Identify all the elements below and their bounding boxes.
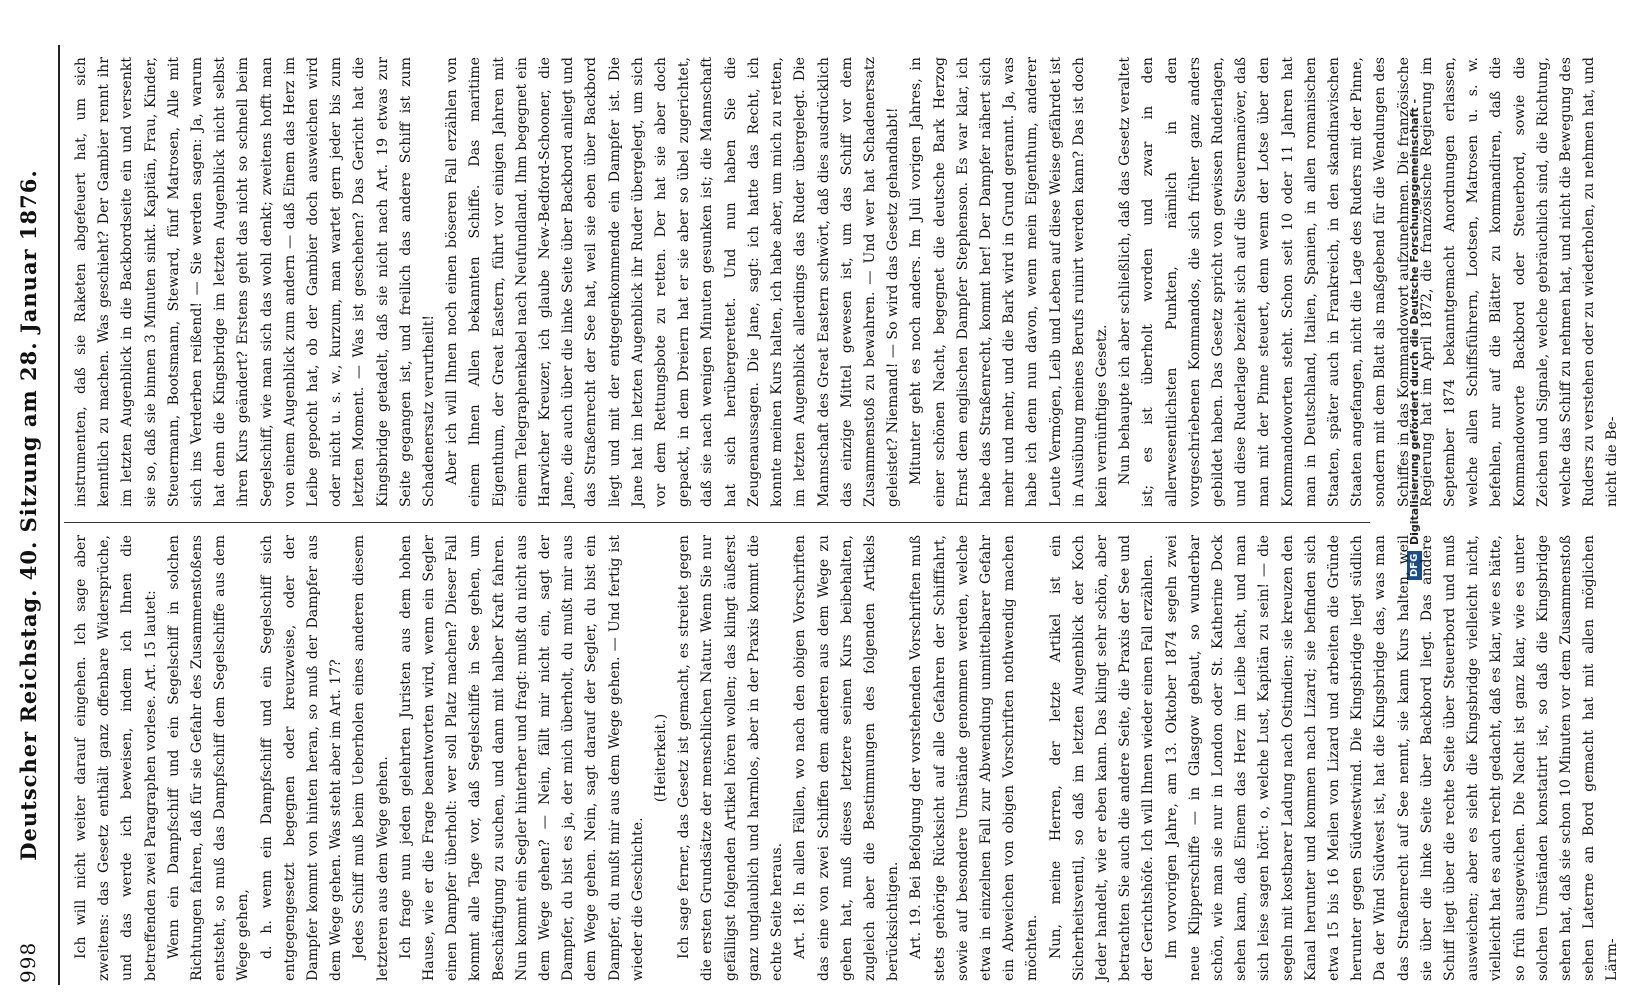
paragraph: Art. 18: In allen Fällen, wo nach den obigen Vorschriften das eine von zwei Schiffen dem anderen aus dem Wege zu gehen hat, muß dieses letztere seinen Kurs beibehalten, zugleich aber die Bestimmungen des folgenden Artikels berücksichtigen. [792, 535, 902, 981]
paragraph: Aber ich will Ihnen noch einen böseren Fall erzählen von einem Ihnen Allen bekannten Schiffe. Das maritime Eigenthum, der Great Eastern, führt vor einigen Jahren mit einem Telegraphenkabel nach Neufundland. Ihm begegnet ein Harwicher Kreuzer, ich glaube New-Bedford-Schooner, die Jane, die auch über die linke Seite über Backbord anliegt und das Straßenrecht der See hat, weil sie eben über Backbord liegt und mit der entgegenkommende ein Dampfer ist. Die Jane hat im letzten Augenblick ihr Ruder übergelegt, um sich vor dem Rettungsbote zu retten. Der hat sie aber doch gepackt, in dem Dreiern hat er sie aber so übel zugerichtet, daß sie nach wenigen Minuten gesunken ist; die Mannschaft hat sich herübergerettet. Und nun haben Sie die Zeugenaussagen. Die Jane, sagt: ich hatte das Recht, ich konnte meinen Kurs halten, ich habe aber, um mich zu retten, im letzten Augenblick allerdings das Ruder übergelegt. Die Mannschaft des Great Eastern schwört, daß dies ausdrücklich das einzige Mittel gewesen ist, um das Schiff vor dem Zusammenstoß zu bewahren. — Und wer hat Schadenersatz geleistet? Niemand! — So wird das Gesetz gehandhabt! [444, 57, 902, 507]
paragraph: Jedes Schiff muß beim Ueberholen eines anderen diesem letzteren aus dem Wege gehen. [351, 535, 391, 981]
paragraph: Art. 19. Bei Befolgung der vorstehenden Vorschriften muß stets gehörige Rücksicht auf alle Gefahren der Schifffahrt, sowie auf besondere Umstände genommen werden, welche etwa in einzelnen Fall zur Abwendung unmittelbarer Gefahr ein Abweichen von obigen Vorschriften nothwendig machen möchten. [908, 535, 1041, 981]
page-number: 998 [16, 941, 40, 983]
paragraph: d. h. wenn ein Dampfschiff und ein Segelschiff sich entgegengesetzt begegnen oder kreuzweise, oder der Dampfer kommt von hinten heran, so muß der Dampfer aus dem Wege gehen. Was steht aber im Art. 17? [258, 535, 345, 981]
running-head [10, 45, 60, 985]
paragraph: Ich sage ferner, das Gesetz ist gemacht, es streitet gegen die ersten Grundsätze der menschlichen Natur. Wenn Sie nur gefälligst folgenden Artikel hören wollen; das klingt äußerst ganz unglaublich und harmlos, aber in der Praxis kommt die echte Seite heraus. [676, 535, 786, 981]
paragraph: Im vorvorigen Jahre, am 13. Oktober 1874 segeln zwei neue Klipperschiffe — in Glasgow gebaut, so wunderbar schön, wie man sie nur in London oder St. Katherine Dock sehen kann, daß Einem das Herz im Leibe lacht, und man sich leise sagen hört: o, welche Lust, Kapitän zu sein! — die segeln mit kostbarer Ladung nach Ostindien; sie kreuzen den Kanal herunter und kommen nach Lizard; sie befinden sich etwa 15 bis 16 Meilen von Lizard und arbeiten die Gründe herunter gegen Südwestwind. Die Kingsbridge liegt südlich Da der Wind Südwest ist, hat die Kingsbridge das, was man das Straßenrecht auf See nennt, sie kann Kurs halten, weil sie über die linke Seite über Backbord liegt. Das andere Schiff liegt über die rechte Seite über Steuerbord und muß ausweichen; aber es sieht die Kingsbridge vielleicht nicht, vielleicht hat es auch recht gedacht, daß es klar, wie es hätte, so früh ausgewichen. Die Nacht ist ganz klar, wie es unter solchen Umständen konstatirt ist, so daß die Kingsbridge sehen hat, daß sie schon 10 Minuten vor dem Zusammenstoß sehen Laterne an Bord gemacht hat mit allen möglichen Lärm- [1163, 535, 1621, 981]
paragraph: Ich will nicht weiter darauf eingehen. Ich sage aber zweitens: das Gesetz enthält ganz offenbare Widersprüche, und das werde ich beweisen, indem ich Ihnen die betreffenden zwei Paragraphen vorlese. Art. 15 lautet: [73, 535, 159, 981]
paragraph: Wenn ein Dampfschiff und ein Segelschiff in solchen Richtungen fahren, daß für sie Gefahr des Zusammenstoßens entsteht, so muß das Dampfschiff dem Segelschiffe aus dem Wege gehen, [165, 535, 252, 981]
column-divider [64, 522, 1370, 523]
dfg-logo: DFG [1407, 551, 1422, 580]
paragraph: Nun, meine Herren, der letzte Artikel ist ein Sicherheitsventil, so daß im letzten Augenblick der Koch Jeder handelt, wie er eben kann. Das klingt sehr schön, aber betrachten Sie auch die andere Seite, die Praxis der See und der Gerichtshöfe. Ich will Ihnen wieder einen Fall erzählen. [1047, 535, 1157, 981]
paragraph: (Heiterkeit.) [653, 713, 670, 803]
paragraph: instrumenten, daß sie Raketen abgefeuert hat, um sich kenntlich zu machen. Was geschieht? Der Gambier rennt ihr im letzten Augenblick in die Backbordseite ein und versenkt sie so, daß sie binnen 3 Minuten sinkt. Kapitän, Frau, Kinder, Steuermann, Bootsmann, Steward, fünf Matrosen, Alle mit sich ins Verderben reißend! — Sie werden sagen: Ja, warum hat denn die Kingsbridge im letzten Augenblick nicht selbst ihren Kurs geändert? Erstens geht das nicht so schnell beim Segelschiff, wie man sich das wohl denkt; zweitens hofft man von einem Augenblick zum andern — daß Einem das Herz im Leibe gepocht hat, ob der Gambier doch ausweichen wird oder nicht u. s. w., kurzum, man wartet gern jeder bis zum letzten Moment. — Was ist geschehen? Das Gericht hat die Kingsbridge getadelt, daß sie nicht nach Art. 19 etwas zur Seite gegangen ist, und freilich das andere Schiff ist zum Schadenersatz verurtheilt! [73, 57, 438, 507]
paragraph: Mitunter geht es noch anders. Im Juli vorigen Jahres, in einer schönen Nacht, begegnet die deutsche Bark Herzog Ernst dem englischen Dampfer Stephenson. Es war klar, ich habe das Straßenrecht, kommt her! Der Dampfer nähert sich mehr und mehr, und die Bark wird in Grund gerannt. Ja, was habe ich denn nun davon, wenn mein Eigenthum, anderer Leute Vermögen, Leib und Leben auf diese Weise gefährdet ist in Ausübung meines Berufs ruinirt werden kann? Das ist doch kein vernünftiges Gesetz. [908, 57, 1110, 507]
paragraph: Ich frage nun jeden gelehrten Juristen aus dem hohen Hause, wie er die Frage beantworten wird, wenn ein Segler einen Dampfer überholt: wer soll Platz machen? Dieser Fall kommt alle Tage vor, daß Segelschiffe in See gehen, um Beschäftigung zu suchen, und dann mit halber Kraft fahren. Nun kommt ein Segler hinterher und fragt: mußt du nicht aus dem Wege gehen? — Nein, fällt mir nicht ein, sagt der Dampfer, du bist es ja, der mich überholt, du mußt mir aus dem Wege gehen. Nein, sagt darauf der Segler, du bist ein Dampfer, du mußt mir aus dem Wege gehen. — Und fertig ist wieder die Geschichte. [397, 535, 646, 981]
page-title: Deutscher Reichstag. 40. Sitzung am 28. Januar 1876. [16, 169, 41, 861]
paragraph: Nun behaupte ich aber schließlich, daß das Gesetz veraltet ist; es ist überholt worden und zwar in den allerwesentlichsten Punkten, nämlich in den vorgeschriebenen Kommandos, die sich früher ganz anders gebildet haben. Das Gesetz spricht von gewissen Ruderlagen, und diese Ruderlage bezieht sich auf die Steuermanöver, daß man mit der Pinne steuert, denn wenn der Lotse über den Kommandoworten steht. Schon seit 10 oder 11 Jahren hat man in Deutschland, Italien, Spanien, in allen romanischen Staaten, später auch in Frankreich, in den skandinavischen Staaten angefangen, nicht die Lage des Ruders mit der Pinne, sondern mit dem Blatt als maßgebend für die Wendungen des Schiffes in das Kommandowort aufzunehmen. Die französische Regierung hat im April 1872, die französische Regierung im September 1874 bekanntgemacht Anordnungen erlassen, welche allen Schiffsführern, Lootsen, Matrosen u. s. w. befehlen, nur auf die Blätter zu kommandiren, daß die Kommandoworte Backbord oder Steuerbord, sowie die Zeichen und Signale, welche gebräuchlich sind, die Richtung, welche das Schiff zu nehmen hat, und nicht die Bewegung des Ruders zu verstehen oder zu wiederholen, zu nehmen hat, und nicht die Be- [1117, 57, 1621, 507]
funding-note-text: Digitalisierung gefördert durch die Deutsche Forschungsgemeinschaft - [1408, 98, 1421, 545]
